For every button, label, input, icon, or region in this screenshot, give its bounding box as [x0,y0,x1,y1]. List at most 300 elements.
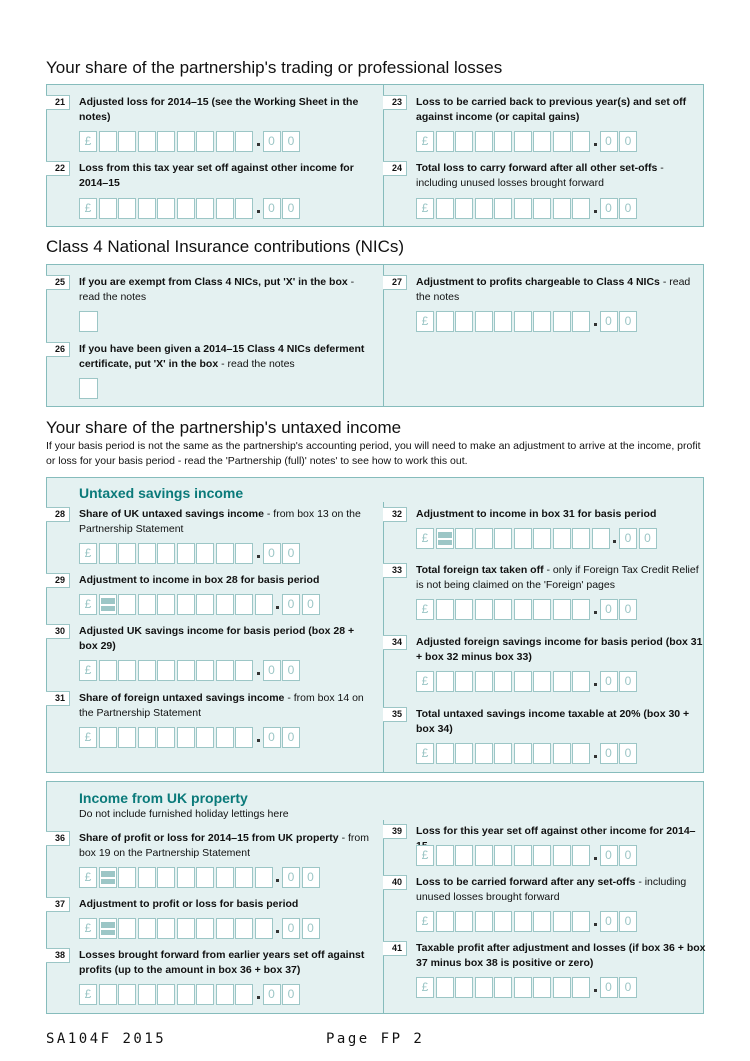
digit-box[interactable] [553,845,571,866]
digit-box[interactable] [436,911,454,932]
pound-sign: £ [416,198,434,219]
question-label-bold: Adjustment to profits chargeable to Class 4 NICs [416,276,660,288]
digit-box[interactable] [494,671,512,692]
box-number: 29 [46,573,70,588]
decimal-point [256,131,261,152]
amount-field[interactable] [79,867,321,888]
digit-box[interactable] [177,918,195,939]
digit-box[interactable] [99,660,117,681]
box-number: 40 [383,875,407,890]
minus-sign-box[interactable] [99,594,117,615]
box-number: 27 [383,275,407,290]
digit-box[interactable] [216,543,234,564]
amount-field[interactable] [416,671,639,692]
decimal-point [593,599,598,620]
digit-box[interactable] [138,198,156,219]
pence-box: 0 [619,911,637,932]
digit-box[interactable] [553,131,571,152]
digit-box[interactable] [157,131,175,152]
digit-box[interactable] [572,977,590,998]
digit-box[interactable] [118,918,136,939]
box-number: 38 [46,948,70,963]
digit-box[interactable] [138,131,156,152]
amount-field[interactable] [416,528,658,549]
box-number: 22 [46,161,70,176]
digit-box[interactable] [118,594,136,615]
digit-box[interactable] [216,867,234,888]
digit-box[interactable] [235,727,253,748]
digit-box[interactable] [118,984,136,1005]
digit-box[interactable] [572,911,590,932]
digit-box[interactable] [177,594,195,615]
amount-field[interactable] [79,131,302,152]
digit-box[interactable] [475,528,493,549]
pence-box: 0 [619,198,637,219]
pence-box: 0 [600,911,618,932]
pound-sign: £ [416,845,434,866]
digit-box[interactable] [533,198,551,219]
question-label-bold: Loss from this tax year set off against other income for 2014–15 [79,162,354,189]
digit-box[interactable] [475,671,493,692]
decimal-point [593,198,598,219]
question-label [79,573,369,588]
digit-box[interactable] [196,198,214,219]
pence-box: 0 [600,671,618,692]
decimal-point [256,727,261,748]
digit-box[interactable] [118,727,136,748]
question-label-note: - from box 13 on the Partnership Statement [79,508,361,535]
digit-box[interactable] [572,743,590,764]
digit-box[interactable] [455,528,473,549]
digit-box[interactable] [514,131,532,152]
x-checkbox[interactable] [79,378,98,399]
digit-box[interactable] [572,528,590,549]
digit-box[interactable] [514,743,532,764]
digit-box[interactable] [157,984,175,1005]
amount-field[interactable] [79,543,302,564]
digit-box[interactable] [235,594,253,615]
pence-box: 0 [282,543,300,564]
digit-box[interactable] [216,198,234,219]
digit-box[interactable] [255,918,273,939]
digit-box[interactable] [533,977,551,998]
pound-sign: £ [416,743,434,764]
digit-box[interactable] [475,599,493,620]
question-label [416,875,706,905]
box-number: 24 [383,161,407,176]
pound-sign: £ [79,727,97,748]
pound-sign: £ [79,198,97,219]
question-label-bold: Adjustment to profit or loss for basis period [79,898,299,910]
pence-box: 0 [600,198,618,219]
digit-box[interactable] [436,671,454,692]
digit-box[interactable] [475,977,493,998]
digit-box[interactable] [533,599,551,620]
digit-box[interactable] [138,543,156,564]
decimal-point [593,911,598,932]
digit-box[interactable] [216,727,234,748]
question-label [416,95,706,125]
question-label [79,624,369,654]
pence-box: 0 [263,198,281,219]
digit-box[interactable] [533,911,551,932]
pound-sign: £ [79,867,97,888]
digit-box[interactable] [235,984,253,1005]
decimal-point [256,984,261,1005]
question-label-bold: If you have been given a 2014–15 Class 4 NICs deferment certificate, put 'X' in the box [79,343,365,370]
question-label [79,342,369,372]
digit-box[interactable] [514,198,532,219]
digit-box[interactable] [255,867,273,888]
section-title-untaxed: Your share of the partnership's untaxed income [46,418,402,437]
digit-box[interactable] [235,131,253,152]
question-label-note: - including unused losses brought forward [416,876,687,903]
pence-box: 0 [600,977,618,998]
x-checkbox[interactable] [79,311,98,332]
digit-box[interactable] [118,660,136,681]
amount-field[interactable] [416,743,639,764]
pence-box: 0 [282,594,300,615]
question-label-bold: Share of foreign untaxed savings income [79,692,285,704]
pound-sign: £ [79,594,97,615]
question-label [79,691,369,721]
digit-box[interactable] [494,599,512,620]
digit-box[interactable] [177,131,195,152]
digit-box[interactable] [196,984,214,1005]
digit-box[interactable] [455,743,473,764]
decimal-point [593,977,598,998]
digit-box[interactable] [216,660,234,681]
digit-box[interactable] [533,311,551,332]
question-label-bold: Adjusted foreign savings income for basis period (box 31 + box 32 minus box 33) [416,636,703,663]
amount-field[interactable] [416,845,639,866]
box-number: 28 [46,507,70,522]
amount-field[interactable] [416,198,639,219]
digit-box[interactable] [533,528,551,549]
box-number: 31 [46,691,70,706]
pence-box: 0 [263,543,281,564]
digit-box[interactable] [138,660,156,681]
digit-box[interactable] [196,131,214,152]
pence-box: 0 [619,599,637,620]
digit-box[interactable] [455,845,473,866]
digit-box[interactable] [455,599,473,620]
digit-box[interactable] [138,867,156,888]
section-title-nics: Class 4 National Insurance contributions (NICs) [46,237,405,256]
question-label-bold: Adjustment to income in box 31 for basis period [416,508,657,520]
digit-box[interactable] [118,198,136,219]
amount-field[interactable] [416,911,639,932]
pound-sign: £ [79,131,97,152]
digit-box[interactable] [494,131,512,152]
digit-box[interactable] [494,311,512,332]
digit-box[interactable] [138,727,156,748]
question-label-bold: Total untaxed savings income taxable at 20% (box 30 + box 34) [416,708,690,735]
box-number: 26 [46,342,70,357]
digit-box[interactable] [436,131,454,152]
question-label-note: - from box 14 on the Partnership Statement [79,692,364,719]
question-label-note: - including unused losses brought forward [416,162,664,189]
digit-box[interactable] [514,845,532,866]
digit-box[interactable] [157,660,175,681]
box-number: 21 [46,95,70,110]
box-number: 37 [46,897,70,912]
digit-box[interactable] [494,743,512,764]
question-label [416,563,706,593]
digit-box[interactable] [118,867,136,888]
digit-box[interactable] [514,911,532,932]
pence-box: 0 [302,867,320,888]
digit-box[interactable] [455,977,473,998]
digit-box[interactable] [514,671,532,692]
digit-box[interactable] [138,594,156,615]
question-label [79,507,369,537]
digit-box[interactable] [494,198,512,219]
digit-box[interactable] [533,845,551,866]
decimal-point [275,867,280,888]
digit-box[interactable] [157,727,175,748]
amount-field[interactable] [79,727,302,748]
digit-box[interactable] [196,594,214,615]
digit-box[interactable] [455,671,473,692]
digit-box[interactable] [99,984,117,1005]
digit-box[interactable] [475,911,493,932]
digit-box[interactable] [455,198,473,219]
pence-box: 0 [282,131,300,152]
digit-box[interactable] [196,543,214,564]
digit-box[interactable] [436,311,454,332]
pence-box: 0 [282,727,300,748]
digit-box[interactable] [455,911,473,932]
digit-box[interactable] [255,594,273,615]
decimal-point [593,743,598,764]
amount-field[interactable] [79,984,302,1005]
amount-field[interactable] [416,131,639,152]
decimal-point [593,311,598,332]
digit-box[interactable] [572,131,590,152]
panel-divider [383,820,384,1014]
digit-box[interactable] [436,845,454,866]
digit-box[interactable] [177,727,195,748]
pence-box: 0 [302,594,320,615]
question-label [79,161,369,191]
amount-field[interactable] [416,599,639,620]
pence-box: 0 [282,198,300,219]
amount-field[interactable] [79,660,302,681]
digit-box[interactable] [475,845,493,866]
digit-box[interactable] [514,977,532,998]
digit-box[interactable] [475,311,493,332]
pound-sign: £ [416,599,434,620]
pence-box: 0 [600,131,618,152]
box-number: 35 [383,707,407,722]
digit-box[interactable] [436,743,454,764]
digit-box[interactable] [553,743,571,764]
digit-box[interactable] [177,984,195,1005]
decimal-point [593,671,598,692]
question-label [416,707,706,737]
digit-box[interactable] [553,198,571,219]
digit-box[interactable] [177,198,195,219]
digit-box[interactable] [216,984,234,1005]
box-number: 30 [46,624,70,639]
digit-box[interactable] [196,660,214,681]
amount-field[interactable] [79,918,321,939]
pence-box: 0 [619,977,637,998]
digit-box[interactable] [455,311,473,332]
decimal-point [256,660,261,681]
digit-box[interactable] [196,727,214,748]
box-number: 32 [383,507,407,522]
pence-box: 0 [619,311,637,332]
pound-sign: £ [79,984,97,1005]
digit-box[interactable] [157,594,175,615]
digit-box[interactable] [235,198,253,219]
decimal-point [256,198,261,219]
digit-box[interactable] [553,311,571,332]
pence-box: 0 [619,131,637,152]
question-label [416,635,706,665]
digit-box[interactable] [177,867,195,888]
box-number: 34 [383,635,407,650]
question-label [416,275,706,305]
pence-box: 0 [619,743,637,764]
digit-box[interactable] [99,543,117,564]
decimal-point [256,543,261,564]
minus-sign-box[interactable] [436,528,454,549]
digit-box[interactable] [533,671,551,692]
digit-box[interactable] [216,131,234,152]
digit-box[interactable] [494,977,512,998]
digit-box[interactable] [235,660,253,681]
box-number: 41 [383,941,407,956]
digit-box[interactable] [99,727,117,748]
amount-field[interactable] [79,198,302,219]
digit-box[interactable] [138,918,156,939]
question-label-bold: Share of UK untaxed savings income [79,508,264,520]
digit-box[interactable] [216,918,234,939]
subsection-title-savings: Untaxed savings income [79,485,244,501]
digit-box[interactable] [196,867,214,888]
pence-box: 0 [600,311,618,332]
digit-box[interactable] [455,131,473,152]
decimal-point [593,131,598,152]
digit-box[interactable] [553,911,571,932]
pence-box: 0 [263,984,281,1005]
digit-box[interactable] [553,671,571,692]
digit-box[interactable] [436,977,454,998]
digit-box[interactable] [157,198,175,219]
minus-sign-box[interactable] [99,867,117,888]
digit-box[interactable] [475,743,493,764]
box-number: 25 [46,275,70,290]
question-label-bold: Adjusted loss for 2014–15 (see the Working Sheet in the notes) [79,96,359,123]
amount-field[interactable] [79,594,321,615]
amount-field[interactable] [416,977,639,998]
digit-box[interactable] [592,528,610,549]
question-label-note: - from box 19 on the Partnership Statement [79,832,369,859]
digit-box[interactable] [514,599,532,620]
digit-box[interactable] [553,528,571,549]
question-label [79,275,369,305]
digit-box[interactable] [553,977,571,998]
pence-box: 0 [282,984,300,1005]
pence-box: 0 [600,845,618,866]
digit-box[interactable] [118,131,136,152]
pound-sign: £ [416,671,434,692]
digit-box[interactable] [157,918,175,939]
digit-box[interactable] [235,867,253,888]
pence-box: 0 [619,671,637,692]
digit-box[interactable] [157,543,175,564]
box-number: 39 [383,824,407,839]
pence-box: 0 [282,867,300,888]
digit-box[interactable] [436,599,454,620]
question-label [416,161,706,191]
digit-box[interactable] [475,198,493,219]
digit-box[interactable] [514,528,532,549]
digit-box[interactable] [138,984,156,1005]
digit-box[interactable] [572,845,590,866]
digit-box[interactable] [436,198,454,219]
pence-box: 0 [619,528,637,549]
digit-box[interactable] [572,599,590,620]
question-label-note: - only if Foreign Tax Credit Relief is not being claimed on the 'Foreign' pages [416,564,699,591]
form-id: SA104F 2015 [46,1031,167,1047]
box-number: 36 [46,831,70,846]
digit-box[interactable] [494,528,512,549]
digit-box[interactable] [99,131,117,152]
digit-box[interactable] [533,131,551,152]
digit-box[interactable] [157,867,175,888]
digit-box[interactable] [235,918,253,939]
digit-box[interactable] [475,131,493,152]
amount-field[interactable] [416,311,639,332]
digit-box[interactable] [494,911,512,932]
digit-box[interactable] [572,198,590,219]
section-title-losses: Your share of the partnership's trading or professional losses [46,58,503,77]
digit-box[interactable] [533,743,551,764]
question-label-bold: Loss to be carried forward after any set-offs [416,876,636,888]
question-label [79,897,369,912]
digit-box[interactable] [118,543,136,564]
digit-box[interactable] [177,543,195,564]
digit-box[interactable] [216,594,234,615]
minus-sign-box[interactable] [99,918,117,939]
question-label-bold: Total foreign tax taken off [416,564,544,576]
pound-sign: £ [79,918,97,939]
question-label-note: - read the notes [221,358,295,370]
box-number: 23 [383,95,407,110]
digit-box[interactable] [99,198,117,219]
digit-box[interactable] [553,599,571,620]
decimal-point [612,528,617,549]
digit-box[interactable] [235,543,253,564]
digit-box[interactable] [196,918,214,939]
pence-box: 0 [302,918,320,939]
digit-box[interactable] [572,311,590,332]
question-label-bold: Loss for this year set off against other income for 2014– [416,825,696,837]
digit-box[interactable] [572,671,590,692]
pound-sign: £ [79,660,97,681]
question-label [416,507,706,522]
digit-box[interactable] [494,845,512,866]
decimal-point [275,594,280,615]
digit-box[interactable] [514,311,532,332]
pence-box: 0 [600,599,618,620]
question-label-note: - read the notes [79,276,355,303]
digit-box[interactable] [177,660,195,681]
